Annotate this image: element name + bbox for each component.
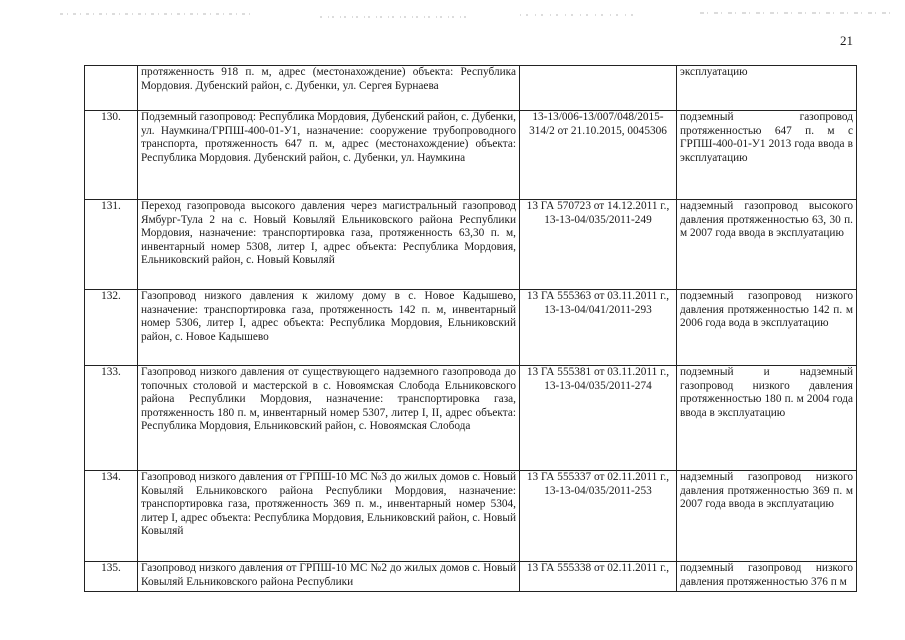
registration-record: 13 ГА 555363 от 03.11.2011 г., 13-13-04/041/2011-293 xyxy=(520,290,677,366)
object-characteristics: эксплуатацию xyxy=(677,66,857,111)
object-description: протяженность 918 п. м, адрес (местонахождение) объекта: Республика Мордовия. Дубенский район, с. Дубенки, ул. Сергея Бурнаева xyxy=(138,66,520,111)
row-number: 134. xyxy=(85,471,138,562)
object-characteristics: надземный газопровод низкого давления протяженностью 369 п. м 2007 года ввода в эксплуатацию xyxy=(677,471,857,562)
row-number: 132. xyxy=(85,290,138,366)
table-row xyxy=(85,200,857,290)
object-characteristics: подземный и надземный газопровод низкого давления протяженностью 180 п. м 2004 года ввода в эксплуатацию xyxy=(677,366,857,471)
table-row xyxy=(85,366,857,471)
object-characteristics: подземный газопровод протяженностью 647 п. м с ГРПШ-400-01-У1 2013 года ввода в эксплуатацию xyxy=(677,111,857,200)
registration-record: 13 ГА 555337 от 02.11.2011 г., 13-13-04/035/2011-253 xyxy=(520,471,677,562)
table-row xyxy=(85,471,857,562)
registration-record: 13 ГА 570723 от 14.12.2011 г., 13-13-04/035/2011-249 xyxy=(520,200,677,290)
object-description: Подземный газопровод: Республика Мордовия, Дубенский район, с. Дубенки, ул. Наумкина/ГРПШ-400-01-У1, назначение: сооружение трубопроводного транспорта, протяженность 647 п. м, адрес (местонахождение) объекта: Республика Мордовия. Дубенский район, с. Дубенки, ул. Наумкина xyxy=(138,111,520,200)
table-row xyxy=(85,111,857,200)
object-description: Газопровод низкого давления от ГРПШ-10 МС №3 до жилых домов с. Новый Ковыляй Ельниковского района Республики Мордовия, назначение: транспортировка газа, протяженность 369 п. м., инвентарный номер 5304, литер I, адрес объекта: Республика Мордовия, Ельниковский район, с. Новый Ковыляй xyxy=(138,471,520,562)
object-characteristics: подземный газопровод низкого давления протяженностью 142 п. м 2006 года вода в эксплуатацию xyxy=(677,290,857,366)
table-row xyxy=(85,290,857,366)
registration-record xyxy=(520,66,677,111)
row-number: 133. xyxy=(85,366,138,471)
page-number: 21 xyxy=(840,33,853,48)
row-number xyxy=(85,66,138,111)
row-number: 131. xyxy=(85,200,138,290)
object-characteristics: надземный газопровод высокого давления протяженностью 63, 30 п. м 2007 года ввода в эксплуатацию xyxy=(677,200,857,290)
object-characteristics: подземный газопровод низкого давления протяженностью 376 п м xyxy=(677,562,857,592)
object-description: Газопровод низкого давления от ГРПШ-10 МС №2 до жилых домов с. Новый Ковыляй Ельниковского района Республики xyxy=(138,562,520,592)
row-number: 130. xyxy=(85,111,138,200)
row-number: 135. xyxy=(85,562,138,592)
registration-record: 13-13/006-13/007/048/2015-314/2 от 21.10.2015, 0045306 xyxy=(520,111,677,200)
registration-record: 13 ГА 555381 от 03.11.2011 г., 13-13-04/035/2011-274 xyxy=(520,366,677,471)
object-description: Газопровод низкого давления от существующего надземного газопровода до топочных столовой и мастерской в с. Новоямская Слобода Ельниковского района Республики Мордовия, назначение: транспортировка газа, протяженность 180 п. м, инвентарный номер 5307, литер I, II, адрес объекта: Республика Мордовия, Ельниковский район, с. Новоямская Слобода xyxy=(138,366,520,471)
scan-header-artifacts xyxy=(0,0,905,30)
object-description: Газопровод низкого давления к жилому дому в с. Новое Кадышево, назначение: транспортировка газа, протяженность 142 п. м, инвентарный номер 5306, литер I, адрес объекта: Республика Мордовия, Ельниковский район, с. Новое Кадышево xyxy=(138,290,520,366)
table-row xyxy=(85,66,857,111)
gas-pipeline-registry-table xyxy=(84,65,857,592)
object-description: Переход газопровода высокого давления через магистральный газопровод Ямбург-Тула 2 на с. Новый Ковыляй Ельниковского района Республики Мордовия, назначение: транспортировка газа, протяженность 63,30 п. м, инвентарный номер 5308, литер I, адрес объекта: Республика Мордовия, Ельниковский район, с. Новый Ковыляй xyxy=(138,200,520,290)
registration-record: 13 ГА 555338 от 02.11.2011 г., xyxy=(520,562,677,592)
table-row xyxy=(85,562,857,592)
